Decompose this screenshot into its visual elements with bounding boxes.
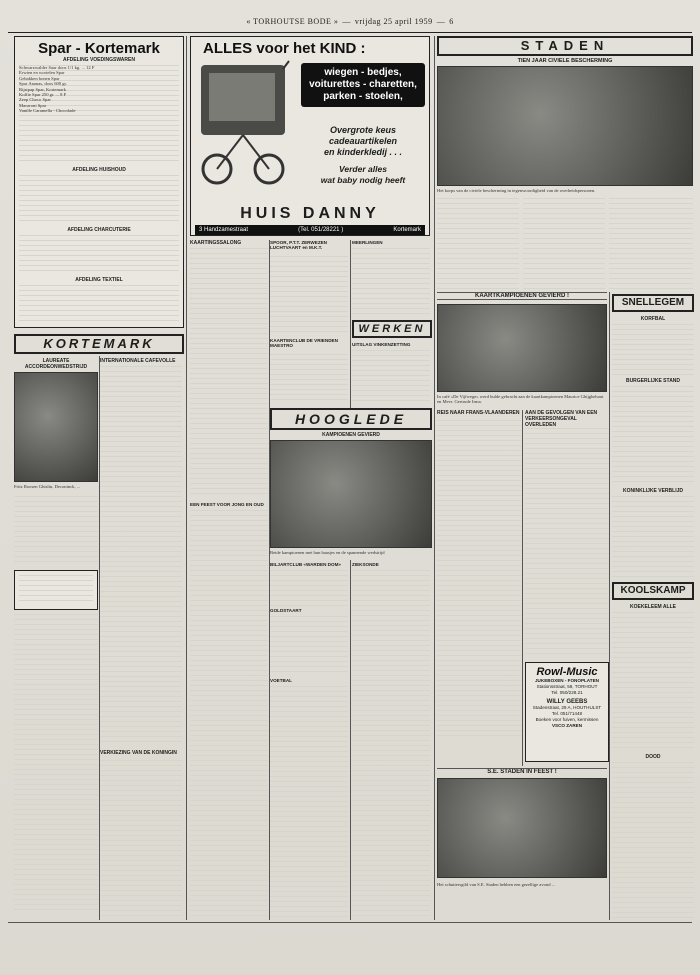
koolskamp-sub1: KOEKELEEM ALLE (630, 604, 676, 610)
spar-sub3: AFDELING CHARCUTERIE (67, 227, 131, 233)
alles-overgrote: Overgrote keus cadeauartikelen en kinderkledij . . . Verder alles wat baby nodig heeft (320, 125, 406, 185)
koolskamp-sub2: DOOD (645, 754, 661, 760)
hooglede-s4: VOETBAL (270, 678, 292, 683)
alles-title: ALLES voor het KIND : (203, 40, 366, 57)
rowl-music-ad: Rowl-Music JUKEBOXEN - FONOPLATEN Stationsstraat, 59, TORHOUT Tel. 050/228.21 WILLY GEEBS Stadenstraat, 29 A, HOUTHULST Tel. 051/71448 Boeken voor fuiven, kermissen VSCO ZAREN (525, 662, 609, 762)
header-paper: « TORHOUTSE BODE » (246, 16, 339, 26)
spar-list2 (19, 175, 179, 225)
kaarting-head: KAARTINGSSALONG (190, 240, 242, 246)
header-page-number: 6 (449, 16, 454, 26)
huis-danny-ad (190, 36, 430, 236)
spar-list3 (19, 235, 179, 275)
kortemark-small-ad (14, 570, 98, 610)
spoor-head: SPOOR, P.T.T. ZERWEZEN LUCHTVAART en M.K.T. (270, 240, 328, 250)
koolskamp-title: KOOLSKAMP (612, 582, 694, 600)
shop-address-bar: 3 Handzamestraat (Tel. 051/28221 ) Kortemark (195, 225, 425, 235)
staden-title: STADEN (437, 36, 693, 56)
rowl-title: Rowl-Music (536, 666, 598, 678)
staden-col3 (609, 198, 693, 290)
spar-sub2: AFDELING HUISHOUD (72, 167, 126, 173)
hooglede-photo (270, 440, 432, 548)
hooglede-s3: ZIEKSONDE (352, 562, 379, 567)
staden-col2 (523, 198, 605, 290)
staden-col1 (437, 198, 519, 290)
spar-title: Spar - Kortemark (38, 40, 160, 57)
hooglede-title: HOOGLEDE (270, 408, 432, 430)
feest-photo (437, 778, 607, 878)
kaart-caption: In café «De Vijfwege» werd hulde gebracht aan de kaartkampioenen Maurice Ghijghebaut en Mevr. Gertrude Irma. (437, 394, 604, 405)
snellegem-sub3: KONINKLIJKE VERBLIJD (622, 488, 683, 494)
kaartenclub-head: KAARTENCLUB DE VRIENDEN MAESTRO (270, 338, 338, 348)
hooglede-s1: BILJARTCLUB «WARDEN DOM» (270, 562, 341, 567)
header-date: vrijdag 25 april 1959 (354, 16, 433, 26)
shop-name: HUIS DANNY (240, 205, 380, 222)
pram-illustration (195, 59, 291, 199)
laureate-photo (14, 372, 98, 482)
spar-list4 (19, 285, 179, 325)
kortemark-col2-head: INTERNATIONALE CAFEVOLLE (100, 358, 176, 364)
snellegem-sub1: KORFBAL (640, 316, 666, 322)
kaart-photo (437, 304, 607, 392)
staden-photo (437, 66, 693, 186)
snellegem-title: SNELLEGEM (612, 294, 694, 312)
laureate-caption: Fritz Roosen Ghislin, Deconinck, ... (14, 484, 81, 489)
alles-tagline: wiegen - bedjes, voiturettes - charetten, parken - stoelen, (301, 63, 425, 107)
snellegem-sub2: BURGERLIJKE STAND (625, 378, 681, 384)
spar-sub4: AFDELING TEXTIEL (75, 277, 123, 283)
kortemark-title: KORTEMARK (14, 334, 184, 354)
kaart-title: KAARTKAMPIOENEN GEVIERD ! (437, 292, 607, 300)
staden-caption: Het korps van de civiele bescherming in tegenwoordigheid van de overheidspersonen. (437, 188, 596, 193)
feest-caption: Het schuttersgild van S.E. Staden hebben een gezellige avond ... (437, 882, 556, 887)
page-header: « TORHOUTSE BODE » — vrijdag 25 april 1959 — 6 (246, 16, 454, 26)
spar-subtitle: AFDELING VOEDINGSWAREN (63, 57, 135, 63)
hooglede-sub: KAMPIOENEN GEVIERD (322, 432, 380, 438)
spar-list: Schwarzwalder Saar doos 1/1 kg. ... 12 F Erwten en wortelen Spar Gebakken bonen Spar Spar Ananas, doos 600 gr. Rijstpap Spar, Kortemark Koffie Spar 250 gr. ... 8 F Zeep Choco Spar Macaroni Spar Vanille Caramella - Chocolade (19, 65, 179, 165)
feest-title: S.E. STADEN IN FEEST ! (437, 768, 607, 775)
hooglede-s2: GOLDSTAART (270, 608, 302, 613)
meerlingen-head: MEERLINGEN (352, 240, 383, 245)
werken-sub: UITSLAG VINKENZETTING (352, 342, 411, 347)
reis-head: REIS NAAR FRANS-VLAANDEREN (437, 410, 520, 416)
spar-ad (14, 36, 184, 328)
hooglede-caption: Beide kampioenen met hun baasjes en de spannende wedstrijd (270, 550, 385, 555)
col-b-head: VERKIEZING VAN DE KONINGIN (100, 750, 177, 756)
staden-sub: TIEN JAAR CIVIELE BESCHERMING (517, 58, 613, 64)
header-rule (8, 32, 692, 33)
werken-title: WERKEN (352, 320, 432, 338)
col-c-head: EEN FEEST VOOR JONG EN OUD (190, 502, 264, 507)
laureate-head: LAUREATE ACCORDEONWEDSTRIJD (24, 358, 88, 370)
aan-head: AAN DE GEVOLGEN VAN EEN VERKEERSONGEVAL OVERLEDEN (525, 410, 598, 428)
